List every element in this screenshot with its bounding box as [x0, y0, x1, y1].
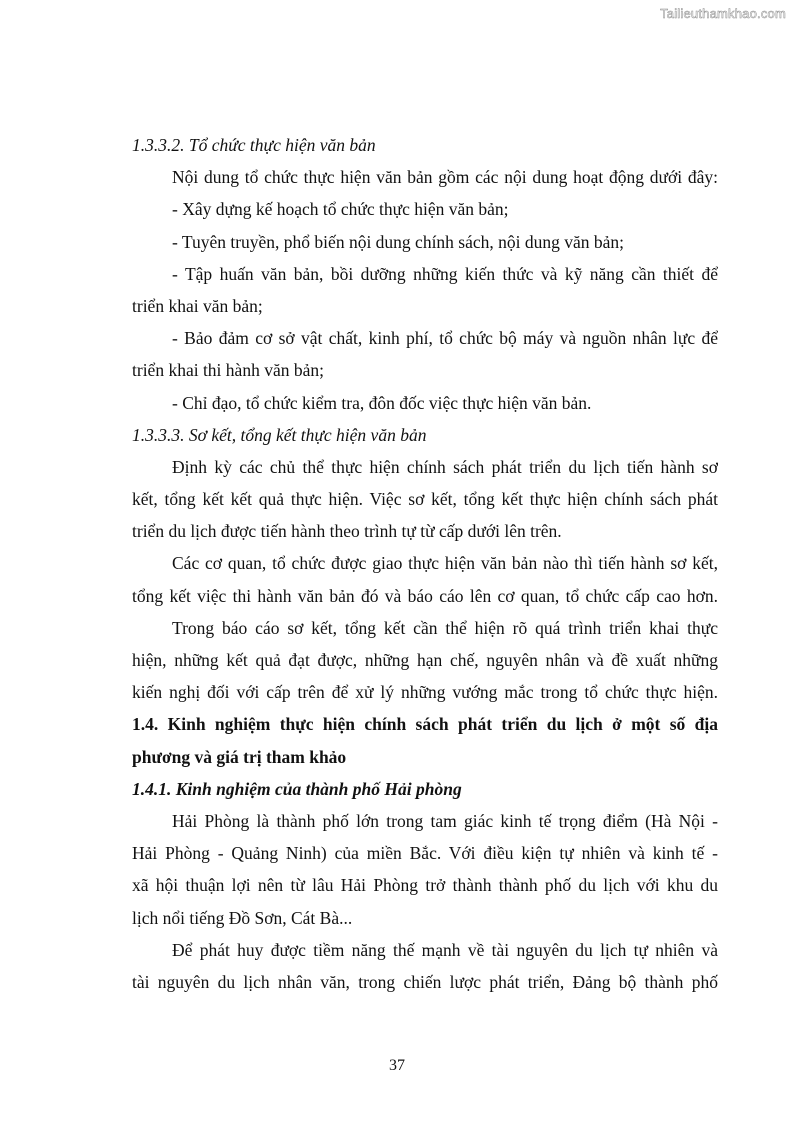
text-line: hiện, những kết quả đạt được, những hạn chế, nguyên nhân và đề xuất những [132, 650, 718, 670]
text-line: tài nguyên du lịch nhân văn, trong chiến lược phát triển, Đảng bộ thành phố [132, 971, 718, 992]
heading-1-4-1: 1.4.1. Kinh nghiệm của thành phố Hải phòng [132, 778, 462, 799]
text-line: lịch nổi tiếng Đồ Sơn, Cát Bà... [132, 907, 353, 928]
text-line: Hải Phòng là thành phố lớn trong tam giác kinh tế trọng điểm (Hà Nội - [172, 810, 718, 831]
text-line: - Tuyên truyền, phổ biến nội dung chính sách, nội dung văn bản; [172, 231, 625, 252]
text-line: kết, tổng kết kết quả thực hiện. Việc sơ kết, tổng kết thực hiện chính sách phát [132, 489, 718, 510]
text-line: Các cơ quan, tổ chức được giao thực hiện văn bản nào thì tiến hành sơ kết, [172, 553, 718, 574]
text-line: tổng kết việc thi hành văn bản đó và báo cáo lên cơ quan, tổ chức cấp cao hơn. [132, 585, 718, 606]
text-line: kiến nghị đối với cấp trên để xử lý những vướng mắc trong tổ chức thực hiện. [132, 682, 718, 703]
heading-1-3-3-2: 1.3.3.2. Tổ chức thực hiện văn bản [132, 135, 376, 155]
watermark-text: Tailieuthamkhao.com [660, 6, 786, 21]
text-line: triển khai thi hành văn bản; [132, 360, 324, 381]
text-line: Để phát huy được tiềm năng thế mạnh về tài nguyên du lịch tự nhiên và [172, 939, 718, 960]
text-line: - Chỉ đạo, tổ chức kiểm tra, đôn đốc việc thực hiện văn bản. [172, 392, 592, 413]
heading-1-4-line-2: phương và giá trị tham khảo [132, 746, 347, 767]
text-line: Hải Phòng - Quảng Ninh) của miền Bắc. Với điều kiện tự nhiên và kinh tế - [132, 843, 718, 864]
text-line: Nội dung tổ chức thực hiện văn bản gồm các nội dung hoạt động dưới đây: [172, 167, 718, 188]
text-line: Trong báo cáo sơ kết, tổng kết cần thể hiện rõ quá trình triển khai thực [172, 617, 718, 638]
text-line: xã hội thuận lợi nên từ lâu Hải Phòng trở thành thành phố du lịch với khu du [132, 875, 718, 896]
text-line: triển du lịch được tiến hành theo trình tự từ cấp dưới lên trên. [132, 521, 562, 542]
text-line: triển khai văn bản; [132, 295, 263, 316]
text-line: - Xây dựng kế hoạch tổ chức thực hiện văn bản; [172, 199, 509, 220]
heading-1-3-3-3: 1.3.3.3. Sơ kết, tổng kết thực hiện văn bản [132, 424, 427, 445]
text-line: Định kỳ các chủ thể thực hiện chính sách phát triển du lịch tiến hành sơ [172, 456, 718, 477]
text-line: - Bảo đảm cơ sở vật chất, kinh phí, tổ chức bộ máy và nguồn nhân lực để [172, 328, 718, 349]
text-line: - Tập huấn văn bản, bồi dưỡng những kiến thức và kỹ năng cần thiết để [172, 263, 718, 284]
document-body [132, 129, 718, 998]
page-number: 37 [389, 1057, 405, 1074]
heading-1-4-line-1: 1.4. Kinh nghiệm thực hiện chính sách phát triển du lịch ở một số địa [132, 714, 718, 735]
